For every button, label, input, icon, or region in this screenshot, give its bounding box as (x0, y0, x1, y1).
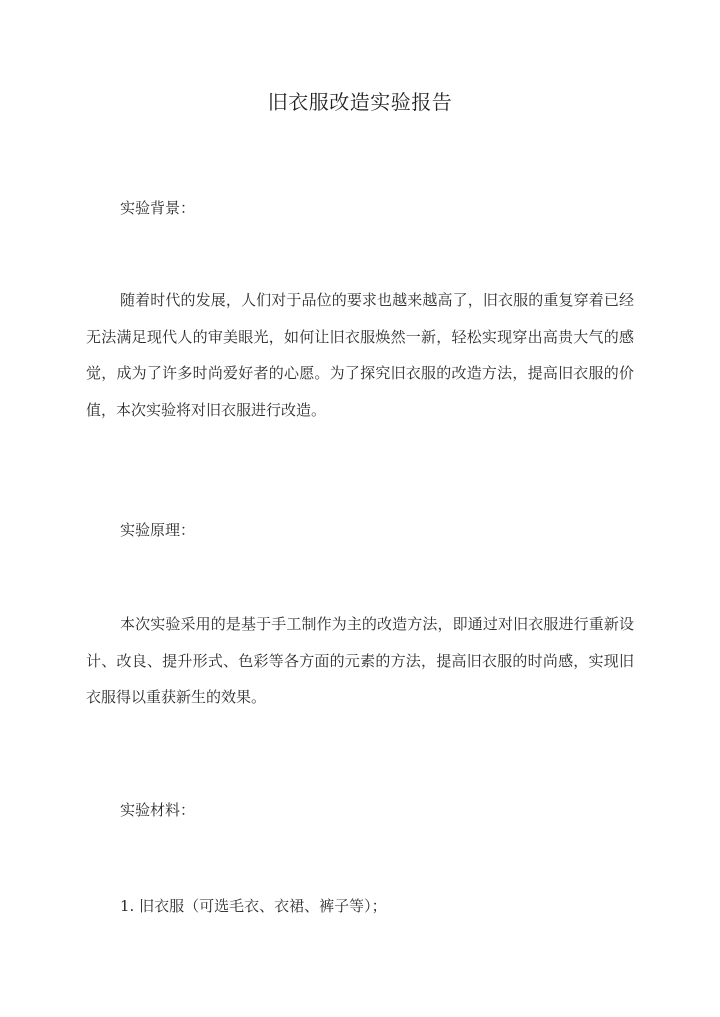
section-paragraph-principle: 本次实验采用的是基于手工制作为主的改造方法，即通过对旧衣服进行重新设计、改良、提升形式、色彩等各方面的元素的方法，提高旧衣服的时尚感，实现旧衣服得以重获新生的效果。 (86, 615, 634, 706)
section-heading-background: 实验背景： (120, 199, 196, 217)
section-heading-principle: 实验原理： (120, 521, 196, 539)
document-title: 旧衣服改造实验报告 (267, 90, 453, 114)
section-heading-materials: 实验材料： (120, 801, 196, 819)
section-paragraph-background: 随着时代的发展，人们对于品位的要求也越来越高了，旧衣服的重复穿着已经无法满足现代人的审美眼光，如何让旧衣服焕然一新，轻松实现穿出高贵大气的感觉，成为了许多时尚爱好者的心愿。为了探究旧衣服的改造方法，提高旧衣服的价值，本次实验将对旧衣服进行改造。 (86, 291, 634, 419)
materials-list-item: 1. 旧衣服（可选毛衣、衣裙、裤子等）； (120, 897, 387, 915)
